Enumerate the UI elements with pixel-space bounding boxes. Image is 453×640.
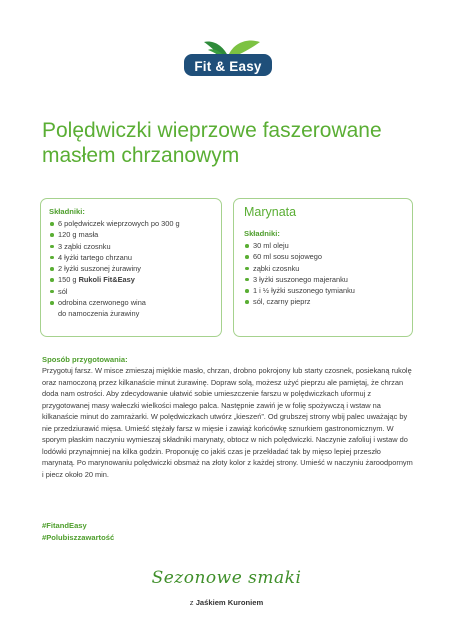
ingredients-label: Składniki: [49,207,85,216]
logo-text: Fit & Easy [194,59,262,74]
marinade-item: 30 ml oleju [244,240,403,251]
byline [0,598,453,607]
author-name: Jaśkiem Kuroniem [195,598,264,607]
marinade-item: ząbki czosnku [244,263,403,274]
ingredient-prefix: 150 g [58,275,79,285]
hashtag: #Polubiszzawartość [42,533,115,542]
ingredient-item: odrobina czerwonego wina [49,297,213,308]
preparation-section [42,355,414,480]
byline-prefix: z [189,598,196,607]
hashtags [42,520,114,544]
preparation-text: Przygotuj farsz. W misce zmieszaj miękkie masło, chrzan, drobno pokrojony lub starty czosnek, posiekaną rukolę oraz namoczoną przez kilkanaście minut żurawinę. Dopraw solą, możesz użyć pieprzu ale pamiętaj, że chrzan doda nam ostrości. Aby zdecydowanie ułatwić sobie umieszczenie farszu w polędwiczkach uformuj z przygotowanej masy wałeczki wielkości małego palca. Następnie zawiń je w folię spożywczą i wstaw na kilkanaście minut do zamrażarki. W polędwiczkach utwórz „kieszeń”. Od grubszej strony wbij palec uważając by nie przedziurawić mięsa. Umieść stężały farsz w mięsie i zawiąż końcówkę sznurkiem gastronomicznym. W sporym płaskim naczyniu wymieszaj składniki marynaty, obtocz w nich polędwiczki. Naczynie zafoliuj i wstaw do lodówki przynajmniej na kilka godzin. Proponuję co jakiś czas je przekładać tak by mięso lepiej przeszło marynatą. Po marynowaniu polędwiczki obsmaż na złoty kolor z każdej strony. Umieść w naczyniu żaroodpornym i piecz około 20 min. [42,366,413,479]
ingredient-item: 4 łyżki tartego chrzanu [49,252,213,263]
marinade-card [233,198,413,337]
ingredient-item: 2 łyżki suszonej żurawiny [49,263,213,274]
title-line-1: Polędwiczki wieprzowe faszerowane [42,119,382,142]
ingredient-item: 120 g masła [49,229,213,240]
ingredients-card [40,198,222,337]
recipe-title [42,118,422,168]
marinade-item: 1 i ½ łyżki suszonego tymianku [244,285,403,296]
marinade-item: 3 łyżki suszonego majeranku [244,274,403,285]
ingredient-item: 3 ząbki czosnku [49,241,213,252]
marinade-item: sól, czarny pieprz [244,296,403,307]
ingredient-item-rukola [49,274,213,285]
series-title: Sezonowe smaki [151,568,302,588]
hashtag: #FitandEasy [42,521,87,530]
product-name: Rukoli Fit&Easy [78,275,135,285]
ingredient-item: sól [49,286,213,297]
marinade-heading: Marynata [244,205,297,219]
ingredient-continuation: do namoczenia żurawiny [58,309,140,319]
ingredient-item: 6 polędwiczek wieprzowych po 300 g [49,218,213,229]
brand-logo [182,40,274,98]
marinade-ingredients-label: Składniki: [244,229,280,238]
marinade-item: 60 ml sosu sojowego [244,251,403,262]
ingredients-list [49,218,213,320]
preparation-label: Sposób przygotowania: [42,355,128,364]
title-line-2: masłem chrzanowym [42,144,240,167]
marinade-list [244,240,403,308]
